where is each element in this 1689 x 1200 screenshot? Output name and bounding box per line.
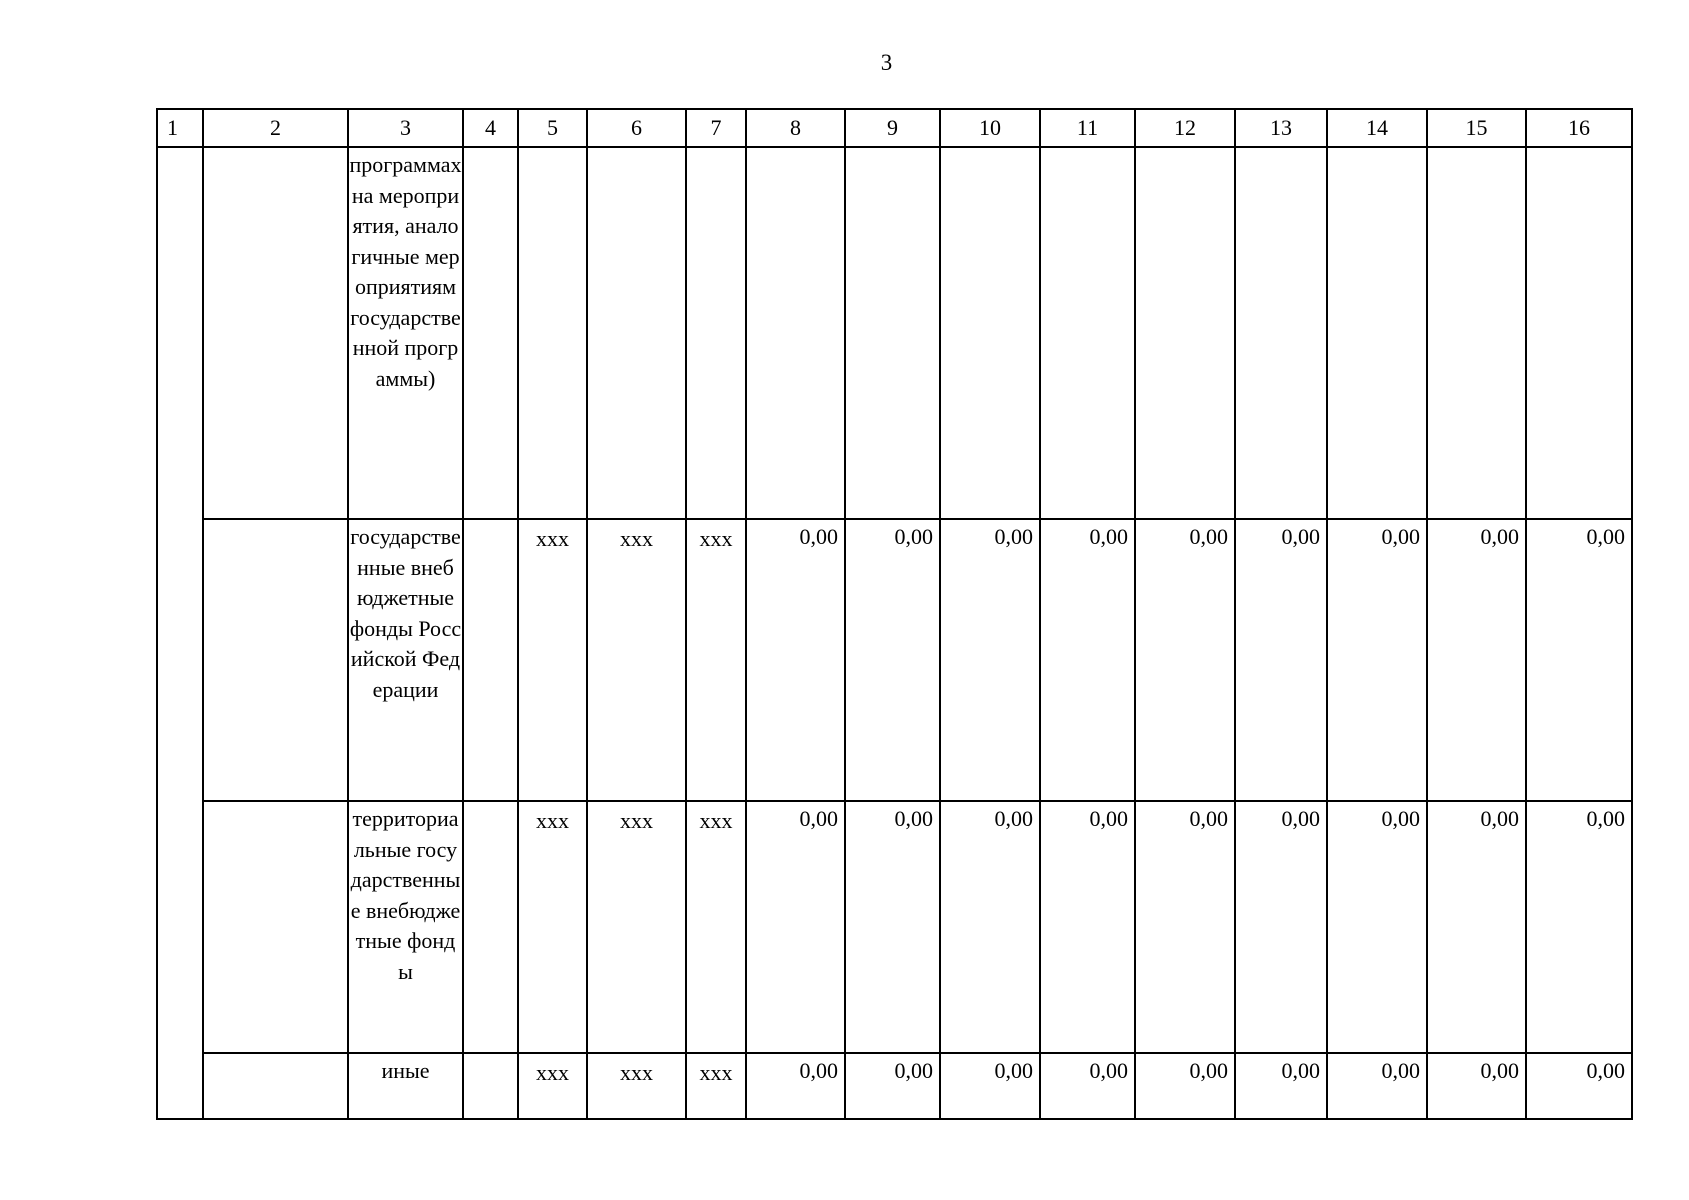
table-cell: [1040, 147, 1135, 519]
table-cell: 0,00: [845, 519, 940, 801]
table-cell: 0,00: [746, 519, 845, 801]
column-header: 2: [203, 109, 348, 147]
column-header: 8: [746, 109, 845, 147]
table-cell: xxx: [587, 1053, 686, 1119]
column-header: 7: [686, 109, 746, 147]
table-cell: xxx: [686, 801, 746, 1053]
table-cell: 0,00: [746, 801, 845, 1053]
row-label: иные: [348, 1053, 463, 1119]
table-cell: [587, 147, 686, 519]
table-cell: 0,00: [1135, 1053, 1235, 1119]
row-label: государственные внебюджетные фонды Российской Федерации: [348, 519, 463, 801]
table-cell: 0,00: [1135, 801, 1235, 1053]
column-header: 11: [1040, 109, 1135, 147]
table-cell-col4: [463, 801, 518, 1053]
table-cell: 0,00: [1040, 1053, 1135, 1119]
table-row: [157, 519, 1632, 801]
table-cell: [1327, 147, 1427, 519]
table-cell: xxx: [518, 519, 587, 801]
table-cell: xxx: [518, 1053, 587, 1119]
table-cell: 0,00: [1327, 801, 1427, 1053]
table-cell-col2: [203, 1053, 348, 1119]
table-cell: 0,00: [1526, 1053, 1632, 1119]
table-cell: 0,00: [1427, 519, 1526, 801]
table-cell: 0,00: [1427, 801, 1526, 1053]
table-cell: xxx: [587, 519, 686, 801]
table-cell: 0,00: [1135, 519, 1235, 801]
table-cell: xxx: [518, 801, 587, 1053]
table-cell: 0,00: [940, 1053, 1040, 1119]
table-cell: [1235, 147, 1327, 519]
table-cell: [940, 147, 1040, 519]
table-row: [157, 801, 1632, 1053]
table-cell: 0,00: [1427, 1053, 1526, 1119]
column-header: 15: [1427, 109, 1526, 147]
table-cell: 0,00: [1040, 519, 1135, 801]
table-cell: 0,00: [940, 801, 1040, 1053]
column-header: 13: [1235, 109, 1327, 147]
table-row: [157, 147, 1632, 519]
table-cell-col4: [463, 519, 518, 801]
table-cell: [686, 147, 746, 519]
table-cell: 0,00: [845, 801, 940, 1053]
row-label: программах на мероприятия, аналогичные мероприятиям государственной программы): [348, 147, 463, 519]
table-cell: [746, 147, 845, 519]
table-cell-col4: [463, 1053, 518, 1119]
row-label: территориальные государственные внебюджетные фонды: [348, 801, 463, 1053]
column-header: 1: [157, 109, 203, 147]
column-header: 4: [463, 109, 518, 147]
table-cell: 0,00: [1526, 519, 1632, 801]
table-cell: [845, 147, 940, 519]
table-row: [157, 1053, 1632, 1119]
column-header: 6: [587, 109, 686, 147]
table-cell: 0,00: [845, 1053, 940, 1119]
column-header: 5: [518, 109, 587, 147]
table-cell: xxx: [686, 1053, 746, 1119]
table-cell-col4: [463, 147, 518, 519]
column-header: 14: [1327, 109, 1427, 147]
table-cell: 0,00: [940, 519, 1040, 801]
table-cell: 0,00: [1526, 801, 1632, 1053]
column-header: 3: [348, 109, 463, 147]
table-cell-col2: [203, 519, 348, 801]
column-header: 10: [940, 109, 1040, 147]
table-cell: 0,00: [1235, 801, 1327, 1053]
table-cell: 0,00: [746, 1053, 845, 1119]
table-cell-col2: [203, 147, 348, 519]
table-cell: xxx: [686, 519, 746, 801]
table-cell: 0,00: [1327, 519, 1427, 801]
table-cell: [1526, 147, 1632, 519]
table-cell: 0,00: [1235, 1053, 1327, 1119]
page-number: 3: [880, 50, 893, 75]
column-header: 12: [1135, 109, 1235, 147]
table-cell: 0,00: [1327, 1053, 1427, 1119]
table-cell: 0,00: [1040, 801, 1135, 1053]
table-cell: [518, 147, 587, 519]
table-header-row: [157, 109, 1632, 147]
column-header: 9: [845, 109, 940, 147]
column-header: 16: [1526, 109, 1632, 147]
table-cell-col2: [203, 801, 348, 1053]
table-cell: 0,00: [1235, 519, 1327, 801]
table-cell-col1: [157, 147, 203, 1119]
table-cell: [1135, 147, 1235, 519]
budget-table: [156, 108, 1633, 1120]
table-cell: xxx: [587, 801, 686, 1053]
table-cell: [1427, 147, 1526, 519]
